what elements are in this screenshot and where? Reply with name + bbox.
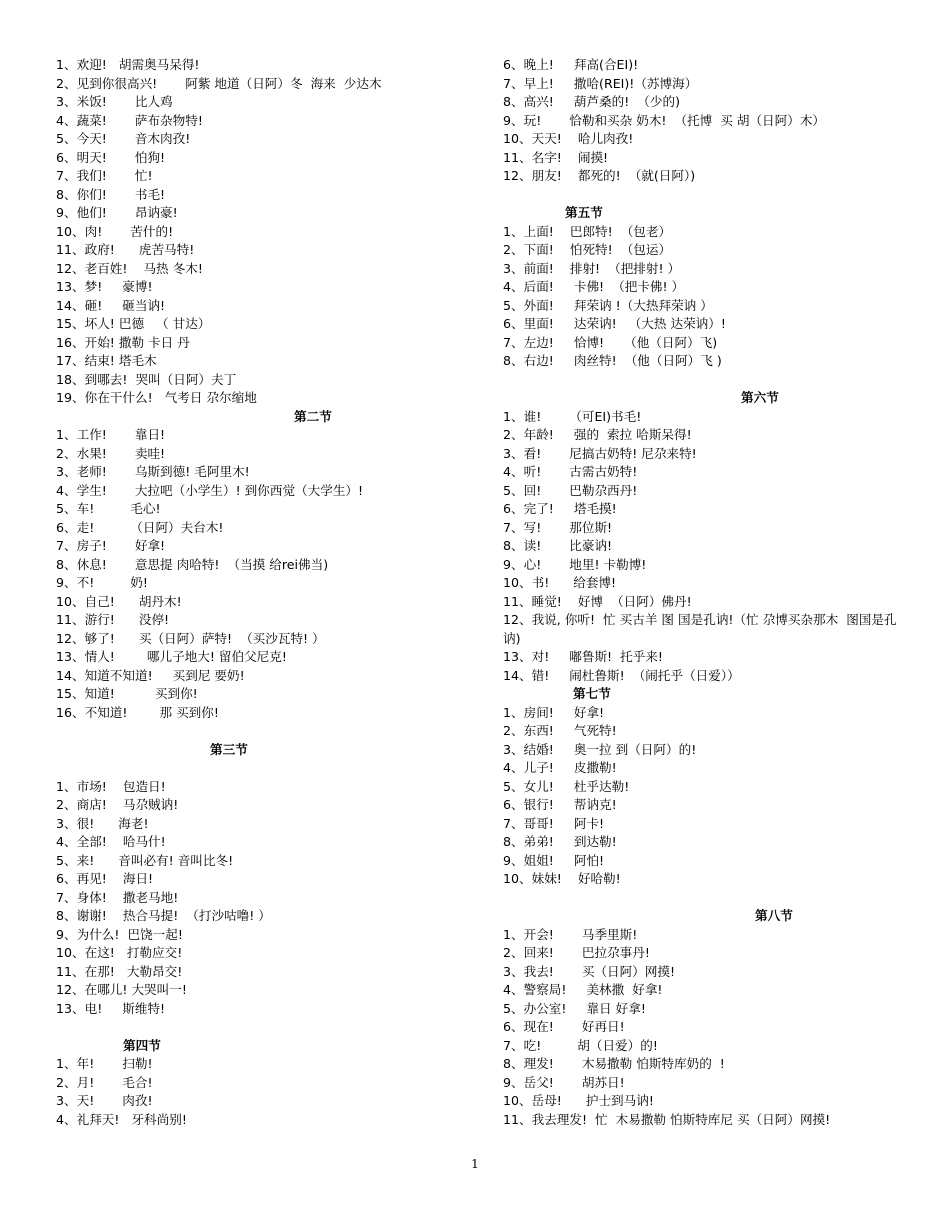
section-6-heading: 第六节 [741,390,779,405]
vocab-item: 15、知道! 买到你! [56,686,198,701]
vocab-item: 12、老百姓! 马热 冬木! [56,260,203,276]
vocab-item: 9、他们! 昂讷豪! [56,205,178,220]
vocab-item: 6、完了! 塔毛摸! [503,501,617,516]
vocab-item: 11、名字! 闹摸! [503,149,609,165]
spacer [503,889,903,908]
vocab-item: 16、开始! 撒勒 卡日 丹 [56,334,190,350]
vocab-item: 9、为什么! 巴饶一起! [56,926,183,942]
vocab-item: 8、你们! 书毛! [56,186,166,202]
spacer [503,371,903,390]
vocab-item: 8、谢谢! 热合马提! （打沙咕噜! ） [56,908,271,923]
vocab-item: 10、在这! 打勒应交! [56,945,183,960]
vocab-item: 14、砸! 砸当讷! [56,297,166,313]
vocab-item: 4、听! 古需古奶特! [503,464,638,479]
section-2-list [56,426,456,722]
vocab-item: 1、上面! 巴郎特! （包老） [503,223,672,239]
vocab-item: 2、下面! 怕死特! （包运） [503,242,672,257]
vocab-item: 3、米饭! 比人鸡 [56,94,173,109]
vocab-item: 13、情人! 哪儿子地大! 留伯父尼克! [56,649,287,664]
section-4-heading: 第四节 [123,1037,161,1053]
vocab-item: 10、自己! 胡丹木! [56,593,182,609]
spacer [56,1018,456,1037]
vocab-item: 4、儿子! 皮撒勒! [503,760,617,775]
section-6-list-continued [503,648,903,685]
vocab-item: 7、身体! 撒老马地! [56,889,179,905]
section-1-list [56,56,456,408]
vocab-item: 1、工作! 靠日! [56,427,166,442]
section-6-list [503,408,903,612]
vocab-item: 1、开会! 马季里斯! [503,926,638,942]
vocab-item: 1、年! 扫勒! [56,1056,153,1071]
section-2-heading: 第二节 [294,408,332,424]
vocab-item: 5、回! 巴勒尕西丹! [503,482,638,498]
vocab-item: 13、梦! 豪博! [56,279,153,294]
spacer [503,186,903,205]
vocab-item: 14、知道不知道! 买到尼 要奶! [56,667,245,683]
vocab-item: 10、肉! 苦什的! [56,223,174,239]
vocab-item: 2、商店! 马尕贼讷! [56,797,179,812]
vocab-item: 10、天天! 哈儿肉孜! [503,131,634,146]
section-5-heading: 第五节 [565,205,603,220]
section-8-list [503,926,903,1130]
vocab-item: 8、弟弟! 到达勒! [503,834,617,849]
vocab-item: 8、高兴! 葫芦桑的! （少的) [503,94,680,109]
vocab-item: 3、前面! 排射! （把排射! ） [503,260,681,276]
vocab-item: 4、警察局! 美林撒 好拿! [503,982,663,997]
vocab-item: 5、办公室! 靠日 好拿! [503,1000,646,1016]
vocab-item: 3、老师! 乌斯到德! 毛阿里木! [56,464,250,479]
vocab-item: 3、我去! 买（日阿）网摸! [503,963,676,979]
vocab-item: 6、明天! 怕狗! [56,149,166,165]
vocab-item: 3、天! 肉孜! [56,1093,153,1108]
vocab-item: 11、我去理发! 忙 木易撒勒 怕斯特库尼 买（日阿）网摸! [503,1111,831,1127]
vocab-item: 13、电! 斯维特! [56,1000,166,1016]
vocab-item: 5、车! 毛心! [56,501,161,516]
vocab-item: 7、哥哥! 阿卡! [503,815,605,831]
vocab-item: 1、市场! 包造日! [56,778,166,794]
vocab-item: 3、很! 海老! [56,815,149,831]
vocab-item: 16、不知道! 那 买到你! [56,704,219,720]
vocab-item: 5、女儿! 杜乎达勒! [503,778,630,794]
vocab-item: 9、玩! 恰勒和买杂 奶木! （托博 买 胡（日阿）木） [503,112,826,128]
vocab-item: 4、蔬菜! 萨布杂物特! [56,112,203,128]
vocab-item: 6、晚上! 拜高(合EI)! [503,57,639,72]
vocab-item: 4、学生! 大拉吧（小学生）! 到你西觉（大学生）! [56,482,364,498]
vocab-item: 2、回来! 巴拉尕事丹! [503,945,650,960]
vocab-item: 5、外面! 拜荣讷 !（大热拜荣讷 ） [503,297,713,313]
vocab-item: 2、水果! 卖哇! [56,445,166,461]
vocab-item: 9、姐姐! 阿怕! [503,852,605,868]
section-7-list [503,704,903,889]
vocab-item: 11、在那! 大勒昂交! [56,963,183,979]
vocab-item: 2、年龄! 强的 索拉 哈斯呆得! [503,427,692,442]
vocab-item: 8、右边! 肉丝特! （他（日阿）飞 ) [503,353,722,368]
left-column [56,56,456,1129]
vocab-item: 18、到哪去! 哭叫（日阿）夫丁 [56,371,237,387]
vocab-item: 14、错! 闹杜鲁斯! （闹托乎（日爱）） [503,667,740,683]
vocab-item: 8、休息! 意思提 肉哈特! （当摸 给rei佛当) [56,556,329,572]
vocab-item: 7、写! 那位斯! [503,519,613,535]
vocab-item: 7、我们! 忙! [56,168,153,183]
section-6-wrapped-item: 12、我说, 你听! 忙 买古羊 图 国是孔讷!（忙 尕博买杂那木 图国是孔讷) [503,612,897,646]
vocab-item: 7、左边! 恰博! （他（日阿）飞) [503,334,718,350]
vocab-item: 2、月! 毛合! [56,1074,153,1090]
section-4-continued-list [503,56,903,186]
vocab-item: 10、岳母! 护士到马讷! [503,1093,654,1108]
vocab-item: 4、后面! 卡佛! （把卡佛! ） [503,279,685,294]
vocab-item: 1、欢迎! 胡需奥马呆得! [56,57,200,72]
vocab-item: 6、现在! 好再日! [503,1019,625,1034]
section-3-list [56,778,456,1019]
vocab-item: 6、里面! 达荣讷! （大热 达荣讷）! [503,316,726,331]
vocab-item: 13、对! 嘟鲁斯! 托乎来! [503,649,663,664]
vocab-item: 19、你在干什么! 气考日 尕尔缩地 [56,390,257,405]
vocab-item: 4、礼拜天! 牙科尚别! [56,1111,187,1127]
vocab-item: 12、朋友! 都死的! （就(日阿）) [503,168,696,183]
vocab-item: 9、心! 地里! 卡勒博! [503,556,647,572]
vocab-item: 9、岳父! 胡苏日! [503,1074,625,1090]
vocab-item: 5、来! 音叫必有! 音叫比冬! [56,852,234,868]
right-column [503,56,903,1129]
vocab-item: 1、谁! （可EI)书毛! [503,408,642,424]
vocab-item: 2、东西! 气死特! [503,723,617,738]
vocab-item: 6、走! （日阿）夫台木! [56,519,224,535]
vocab-item: 8、读! 比豪讷! [503,538,613,553]
vocab-item: 10、妹妹! 好哈勒! [503,871,621,886]
vocab-item: 6、再见! 海日! [56,871,154,886]
vocab-item: 10、书! 给套博! [503,575,617,590]
section-5-list [503,223,903,371]
vocab-item: 7、吃! 胡（日爱）的! [503,1037,658,1053]
spacer [56,722,456,741]
section-7-heading: 第七节 [573,686,611,701]
section-4-list [56,1055,456,1129]
spacer [56,759,456,778]
vocab-item: 8、理发! 木易撒勒 怕斯特库奶的 ! [503,1056,725,1071]
vocab-item: 1、房间! 好拿! [503,704,605,720]
vocab-item: 2、见到你很高兴! 阿紫 地道（日阿）冬 海来 少达木 [56,75,382,91]
vocab-item: 3、结婚! 奥一拉 到（日阿）的! [503,741,697,757]
vocab-item: 12、够了! 买（日阿）萨特! （买沙瓦特! ） [56,630,325,646]
vocab-item: 4、全部! 哈马什! [56,834,166,849]
vocab-item: 11、睡觉! 好博 （日阿）佛丹! [503,593,692,609]
section-3-heading: 第三节 [210,741,248,757]
vocab-item: 7、房子! 好拿! [56,538,166,553]
vocab-item: 12、在哪儿! 大哭叫一! [56,982,187,997]
vocab-item: 11、游行! 没停! [56,612,170,627]
section-8-heading: 第八节 [755,908,793,923]
vocab-item: 6、银行! 帮讷克! [503,797,617,812]
vocab-item: 15、坏人! 巴德 （ 甘达） [56,316,211,331]
page-number: 1 [471,1157,479,1171]
vocab-item: 17、结束! 塔毛木 [56,353,157,368]
vocab-item: 3、看! 尼搞古奶特! 尼尕来特! [503,445,697,461]
vocab-item: 5、今天! 音木肉孜! [56,131,191,146]
vocab-item: 9、不! 奶! [56,575,148,590]
vocab-item: 7、早上! 撒哈(REI)!（苏博海） [503,75,698,91]
vocab-item: 11、政府! 虎苦马特! [56,242,195,257]
